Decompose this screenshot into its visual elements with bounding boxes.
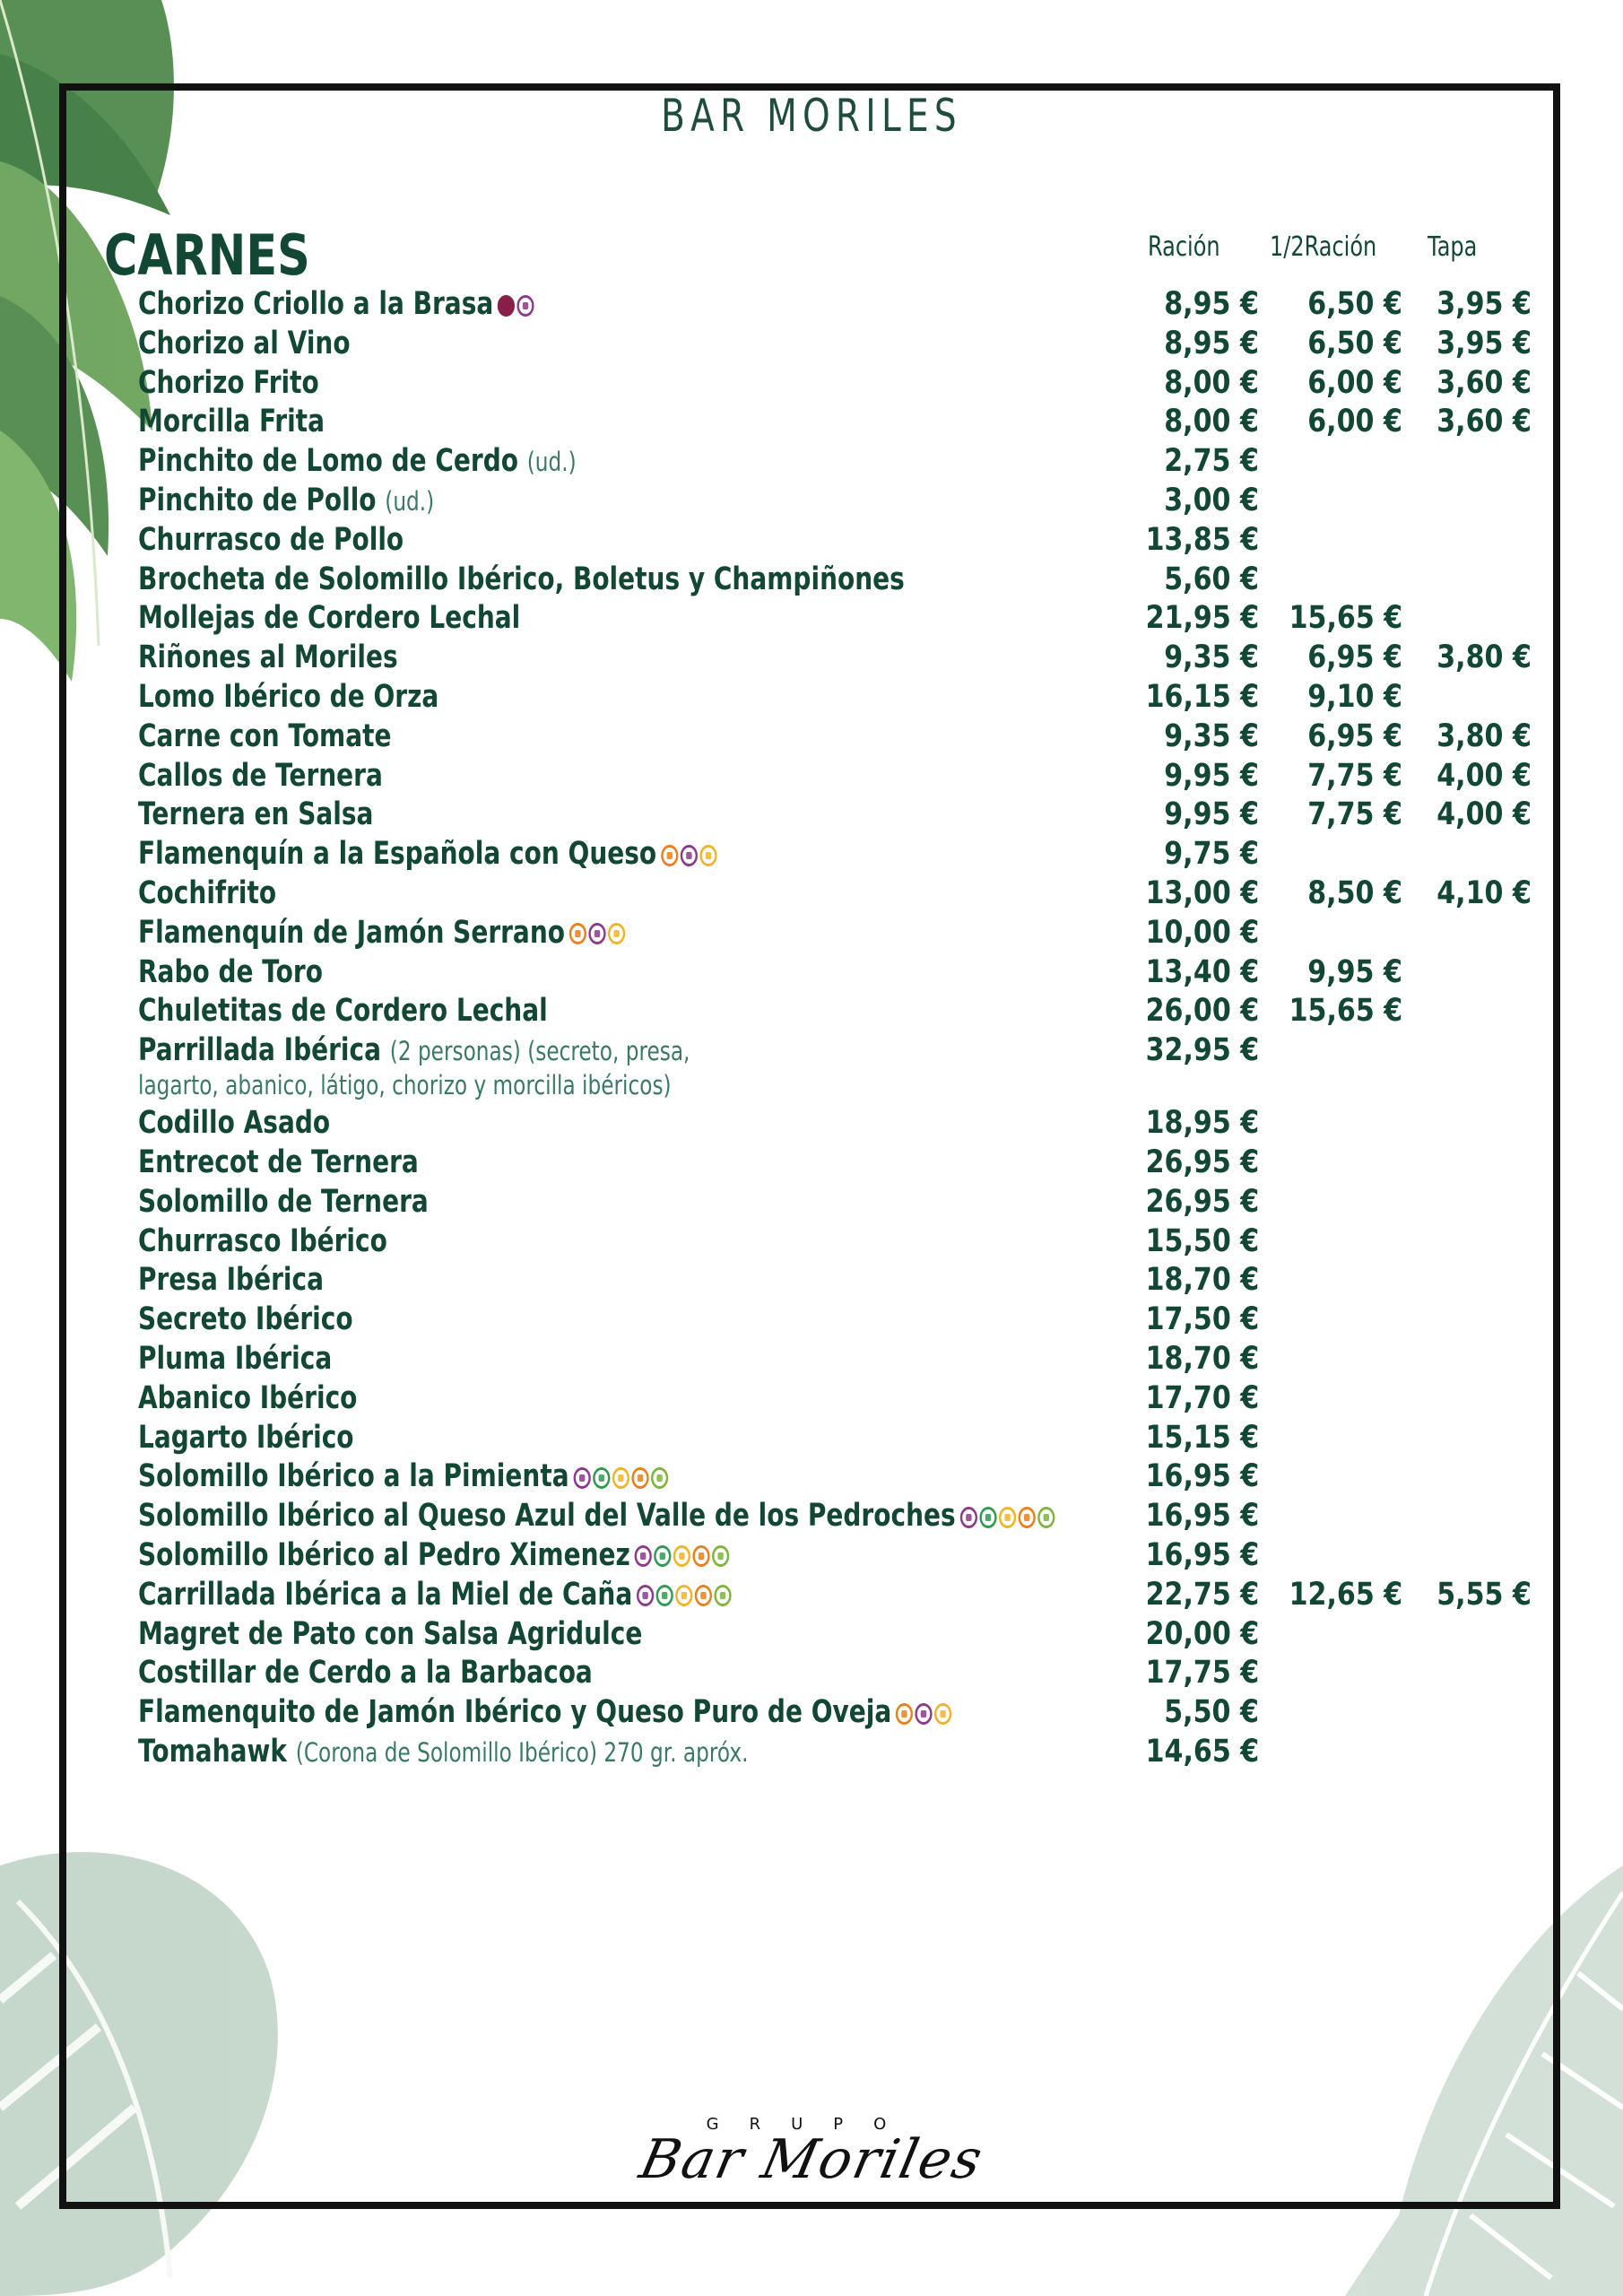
menu-item-row bbox=[0, 678, 1623, 718]
allergen-icons bbox=[959, 1498, 1056, 1536]
price-media-racion: 6,50 € bbox=[1307, 325, 1402, 361]
menu-item-row bbox=[0, 1183, 1623, 1222]
menu-item-row bbox=[0, 874, 1623, 914]
price-racion: 14,65 € bbox=[1145, 1733, 1259, 1770]
menu-item bbox=[138, 678, 438, 717]
menu-item bbox=[138, 1144, 419, 1182]
menu-item bbox=[138, 639, 398, 677]
menu-item bbox=[138, 992, 548, 1031]
menu-item bbox=[138, 1300, 353, 1339]
menu-item bbox=[138, 482, 434, 521]
menu-item-row bbox=[0, 285, 1623, 325]
price-tapa: 4,00 € bbox=[1436, 757, 1532, 794]
menu-item-row bbox=[0, 442, 1623, 482]
column-header-racion: Ración bbox=[1148, 231, 1220, 263]
item-name: Flamenquín de Jamón Serrano bbox=[138, 914, 565, 951]
price-racion: 16,95 € bbox=[1145, 1498, 1259, 1535]
section-title: CARNES bbox=[104, 222, 310, 288]
column-header-tapa: Tapa bbox=[1428, 231, 1478, 263]
menu-item-row bbox=[0, 1497, 1623, 1536]
menu-item-row bbox=[0, 1654, 1623, 1693]
price-media-racion: 9,10 € bbox=[1307, 678, 1402, 715]
item-name: Parrillada Ibérica bbox=[138, 1032, 382, 1069]
price-tapa: 4,00 € bbox=[1436, 796, 1532, 833]
menu-item bbox=[138, 403, 325, 441]
menu-item-row bbox=[0, 1261, 1623, 1300]
item-note: (ud.) bbox=[526, 447, 577, 478]
price-racion: 18,70 € bbox=[1145, 1340, 1259, 1377]
price-racion: 9,95 € bbox=[1164, 796, 1259, 833]
page-title: BAR MORILES bbox=[661, 90, 962, 142]
price-media-racion: 9,95 € bbox=[1307, 953, 1402, 990]
item-name: Mollejas de Cordero Lechal bbox=[138, 600, 521, 637]
item-note: (ud.) bbox=[385, 485, 435, 517]
menu-item bbox=[138, 1615, 642, 1654]
item-name: Lomo Ibérico de Orza bbox=[138, 678, 439, 715]
menu-item-row bbox=[0, 403, 1623, 442]
menu-item bbox=[138, 1261, 324, 1300]
price-racion: 8,95 € bbox=[1164, 286, 1259, 322]
price-racion: 9,75 € bbox=[1164, 836, 1259, 873]
logo-script-text: Bar Moriles bbox=[634, 2128, 989, 2191]
price-racion: 15,50 € bbox=[1145, 1222, 1259, 1259]
allergen-icons bbox=[498, 286, 536, 325]
menu-item bbox=[138, 1419, 354, 1457]
menu-item bbox=[138, 1693, 954, 1733]
price-media-racion: 15,65 € bbox=[1289, 993, 1402, 1030]
price-tapa: 5,55 € bbox=[1436, 1576, 1532, 1613]
grupo-bar-moriles-logo bbox=[0, 2115, 1623, 2191]
price-racion: 13,85 € bbox=[1145, 521, 1259, 558]
allergen-green-icon bbox=[593, 1467, 610, 1489]
price-tapa: 3,60 € bbox=[1436, 364, 1532, 401]
allergen-purple-icon bbox=[573, 1467, 590, 1489]
item-name: Magret de Pato con Salsa Agridulce bbox=[138, 1615, 643, 1652]
price-media-racion: 6,50 € bbox=[1307, 286, 1402, 322]
price-racion: 17,70 € bbox=[1145, 1379, 1259, 1416]
menu-item-row bbox=[0, 1144, 1623, 1183]
allergen-orange-icon bbox=[631, 1467, 648, 1489]
price-racion: 16,95 € bbox=[1145, 1536, 1259, 1573]
item-name: Flamenquín a la Española con Queso bbox=[138, 836, 657, 873]
item-name: Pinchito de Pollo bbox=[138, 482, 377, 518]
item-note: (2 personas) (secreto, presa, bbox=[389, 1036, 690, 1067]
menu-item bbox=[138, 599, 520, 638]
allergen-purple-icon bbox=[637, 1585, 654, 1606]
menu-item-row bbox=[0, 1693, 1623, 1733]
item-name: Ternera en Salsa bbox=[138, 796, 374, 833]
menu-item bbox=[138, 442, 577, 482]
menu-item-row bbox=[0, 1222, 1623, 1262]
menu-item-row bbox=[0, 521, 1623, 561]
price-racion: 15,15 € bbox=[1145, 1419, 1259, 1456]
item-name: Churrasco de Pollo bbox=[138, 521, 404, 558]
menu-item-row bbox=[0, 1457, 1623, 1497]
menu-item-row bbox=[0, 718, 1623, 757]
allergen-yellow-icon bbox=[675, 1585, 692, 1606]
item-name: Tomahawk bbox=[138, 1733, 288, 1770]
price-racion: 8,00 € bbox=[1164, 364, 1259, 401]
menu-item-row bbox=[0, 325, 1623, 364]
allergen-lime-icon bbox=[651, 1467, 668, 1489]
price-tapa: 3,95 € bbox=[1436, 325, 1532, 361]
allergen-orange-icon bbox=[896, 1703, 913, 1725]
menu-item bbox=[138, 1031, 690, 1071]
logo-top-text: GRUPO bbox=[706, 2115, 917, 2134]
allergen-wine-icon bbox=[498, 295, 515, 317]
price-media-racion: 12,65 € bbox=[1289, 1576, 1402, 1613]
price-media-racion: 7,75 € bbox=[1307, 757, 1402, 794]
menu-item-row bbox=[0, 1419, 1623, 1458]
price-racion: 16,95 € bbox=[1145, 1458, 1259, 1495]
item-name: Flamenquito de Jamón Ibérico y Queso Puro de Oveja bbox=[138, 1694, 892, 1731]
menu-item-row bbox=[0, 1104, 1623, 1144]
price-racion: 16,15 € bbox=[1145, 678, 1259, 715]
allergen-purple-icon bbox=[635, 1545, 652, 1567]
allergen-orange-icon bbox=[695, 1585, 712, 1606]
allergen-orange-icon bbox=[1018, 1507, 1035, 1528]
menu-item-row bbox=[0, 1379, 1623, 1419]
price-racion: 2,75 € bbox=[1164, 443, 1259, 480]
menu-item bbox=[138, 1733, 748, 1772]
item-name: Solomillo Ibérico al Pedro Ximenez bbox=[138, 1536, 630, 1573]
item-name: Churrasco Ibérico bbox=[138, 1222, 387, 1259]
price-racion: 18,70 € bbox=[1145, 1262, 1259, 1299]
menu-item bbox=[138, 1457, 670, 1497]
allergen-yellow-icon bbox=[608, 923, 625, 944]
price-tapa: 3,80 € bbox=[1436, 718, 1532, 754]
menu-item-row bbox=[0, 757, 1623, 796]
item-name: Chorizo al Vino bbox=[138, 325, 351, 361]
allergen-lime-icon bbox=[714, 1585, 731, 1606]
allergen-green-icon bbox=[979, 1507, 996, 1528]
price-tapa: 3,80 € bbox=[1436, 639, 1532, 676]
item-name: Chuletitas de Cordero Lechal bbox=[138, 993, 548, 1030]
menu-item-row bbox=[0, 482, 1623, 521]
allergen-icons bbox=[661, 836, 719, 874]
menu-item bbox=[138, 325, 351, 363]
item-name: Entrecot de Ternera bbox=[138, 1144, 419, 1180]
menu-item bbox=[138, 285, 536, 325]
price-media-racion: 8,50 € bbox=[1307, 874, 1402, 911]
menu-item-row bbox=[0, 561, 1623, 600]
menu-item-row bbox=[0, 992, 1623, 1031]
price-media-racion: 6,00 € bbox=[1307, 364, 1402, 401]
price-tapa: 3,60 € bbox=[1436, 404, 1532, 440]
menu-item-row bbox=[0, 796, 1623, 835]
price-media-racion: 6,95 € bbox=[1307, 718, 1402, 754]
allergen-lime-icon bbox=[1037, 1507, 1055, 1528]
item-name: Carne con Tomate bbox=[138, 718, 392, 754]
menu-item-row bbox=[0, 914, 1623, 953]
price-racion: 8,95 € bbox=[1164, 325, 1259, 361]
menu-item bbox=[138, 1183, 429, 1222]
column-header-media-racion: 1/2Ración bbox=[1270, 231, 1377, 263]
menu-item bbox=[138, 1379, 357, 1418]
item-name: Riñones al Moriles bbox=[138, 639, 398, 676]
menu-item bbox=[138, 835, 719, 874]
allergen-purple-icon bbox=[588, 923, 605, 944]
item-name: Cochifrito bbox=[138, 874, 277, 911]
menu-item-row bbox=[0, 1340, 1623, 1379]
item-name: Solomillo de Ternera bbox=[138, 1183, 429, 1220]
item-name: Rabo de Toro bbox=[138, 953, 323, 990]
allergen-yellow-icon bbox=[612, 1467, 629, 1489]
item-name: Chorizo Frito bbox=[138, 364, 319, 401]
price-tapa: 4,10 € bbox=[1436, 874, 1532, 911]
allergen-yellow-icon bbox=[999, 1507, 1016, 1528]
allergen-icons bbox=[635, 1536, 732, 1575]
price-racion: 21,95 € bbox=[1145, 600, 1259, 637]
menu-item bbox=[138, 1340, 332, 1378]
menu-item bbox=[138, 1536, 732, 1576]
price-tapa: 3,95 € bbox=[1436, 286, 1532, 322]
menu-item-row bbox=[0, 1300, 1623, 1340]
item-name: Solomillo Ibérico al Queso Azul del Valle de los Pedroches bbox=[138, 1498, 956, 1535]
allergen-green-icon bbox=[656, 1585, 673, 1606]
menu-item-row bbox=[0, 639, 1623, 678]
allergen-purple-icon bbox=[916, 1703, 933, 1725]
price-racion: 22,75 € bbox=[1145, 1576, 1259, 1613]
menu-item-row bbox=[0, 1536, 1623, 1576]
price-racion: 10,00 € bbox=[1145, 914, 1259, 951]
price-racion: 5,50 € bbox=[1164, 1694, 1259, 1731]
price-racion: 32,95 € bbox=[1145, 1032, 1259, 1069]
item-note: (Corona de Solomillo Ibérico) 270 gr. apróx. bbox=[295, 1736, 749, 1768]
allergen-yellow-icon bbox=[934, 1703, 951, 1725]
price-racion: 17,75 € bbox=[1145, 1655, 1259, 1692]
price-racion: 17,50 € bbox=[1145, 1301, 1259, 1338]
allergen-lime-icon bbox=[712, 1545, 729, 1567]
price-racion: 13,00 € bbox=[1145, 874, 1259, 911]
menu-item-row bbox=[0, 835, 1623, 874]
item-name: Presa Ibérica bbox=[138, 1262, 324, 1299]
allergen-orange-icon bbox=[661, 845, 678, 866]
price-media-racion: 7,75 € bbox=[1307, 796, 1402, 833]
menu-item-row bbox=[0, 953, 1623, 993]
menu-item bbox=[138, 874, 276, 913]
menu-item-row bbox=[0, 1733, 1623, 1772]
item-name: Codillo Asado bbox=[138, 1105, 331, 1142]
menu-item bbox=[138, 561, 905, 599]
price-racion: 9,95 € bbox=[1164, 757, 1259, 794]
item-name: Morcilla Frita bbox=[138, 404, 325, 440]
item-name: Abanico Ibérico bbox=[138, 1379, 358, 1416]
price-racion: 3,00 € bbox=[1164, 482, 1259, 518]
item-name: Pluma Ibérica bbox=[138, 1340, 333, 1377]
menu-item bbox=[138, 914, 628, 953]
menu-item bbox=[138, 718, 392, 756]
price-media-racion: 6,00 € bbox=[1307, 404, 1402, 440]
allergen-purple-icon bbox=[959, 1507, 976, 1528]
allergen-orange-icon bbox=[692, 1545, 709, 1567]
price-media-racion: 15,65 € bbox=[1289, 600, 1402, 637]
menu-item bbox=[138, 364, 319, 403]
price-racion: 8,00 € bbox=[1164, 404, 1259, 440]
item-note-continued: lagarto, abanico, látigo, chorizo y morcilla ibéricos) bbox=[138, 1070, 672, 1101]
menu-item bbox=[138, 1104, 330, 1143]
menu-item bbox=[138, 1497, 1056, 1536]
price-racion: 18,95 € bbox=[1145, 1105, 1259, 1142]
price-racion: 9,35 € bbox=[1164, 639, 1259, 676]
menu-item bbox=[138, 521, 404, 560]
price-racion: 9,35 € bbox=[1164, 718, 1259, 754]
item-name: Solomillo Ibérico a la Pimienta bbox=[138, 1458, 569, 1495]
item-name: Chorizo Criollo a la Brasa bbox=[138, 286, 494, 322]
price-racion: 26,95 € bbox=[1145, 1144, 1259, 1180]
allergen-yellow-icon bbox=[699, 845, 716, 866]
menu-item-row bbox=[0, 1031, 1623, 1104]
allergen-orange-icon bbox=[569, 923, 586, 944]
price-racion: 26,00 € bbox=[1145, 993, 1259, 1030]
allergen-purple-icon bbox=[681, 845, 698, 866]
item-name: Costillar de Cerdo a la Barbacoa bbox=[138, 1655, 593, 1692]
menu-item bbox=[138, 953, 323, 992]
allergen-yellow-icon bbox=[673, 1545, 690, 1567]
price-racion: 20,00 € bbox=[1145, 1615, 1259, 1652]
allergen-icons bbox=[569, 914, 628, 952]
menu-item-row bbox=[0, 1576, 1623, 1615]
menu-item bbox=[138, 1576, 733, 1615]
item-name: Lagarto Ibérico bbox=[138, 1419, 354, 1456]
price-racion: 26,95 € bbox=[1145, 1183, 1259, 1220]
allergen-icons bbox=[573, 1458, 670, 1497]
menu-items-list bbox=[0, 285, 1623, 1772]
allergen-icons bbox=[637, 1576, 733, 1614]
allergen-green-icon bbox=[654, 1545, 671, 1567]
menu-item-row bbox=[0, 364, 1623, 404]
item-name: Pinchito de Lomo de Cerdo bbox=[138, 443, 518, 480]
item-name: Callos de Ternera bbox=[138, 757, 383, 794]
price-racion: 5,60 € bbox=[1164, 561, 1259, 597]
menu-item bbox=[138, 1222, 387, 1261]
allergen-purple-icon bbox=[517, 295, 534, 317]
item-name: Secreto Ibérico bbox=[138, 1301, 353, 1338]
item-name: Brocheta de Solomillo Ibérico, Boletus y Champiñones bbox=[138, 561, 905, 597]
price-racion: 13,40 € bbox=[1145, 953, 1259, 990]
menu-item-row bbox=[0, 599, 1623, 639]
menu-item bbox=[138, 796, 373, 834]
price-media-racion: 6,95 € bbox=[1307, 639, 1402, 676]
menu-item bbox=[138, 1654, 593, 1692]
menu-item-row bbox=[0, 1615, 1623, 1655]
allergen-icons bbox=[896, 1694, 954, 1733]
menu-item bbox=[138, 757, 383, 796]
item-name: Carrillada Ibérica a la Miel de Caña bbox=[138, 1576, 633, 1613]
